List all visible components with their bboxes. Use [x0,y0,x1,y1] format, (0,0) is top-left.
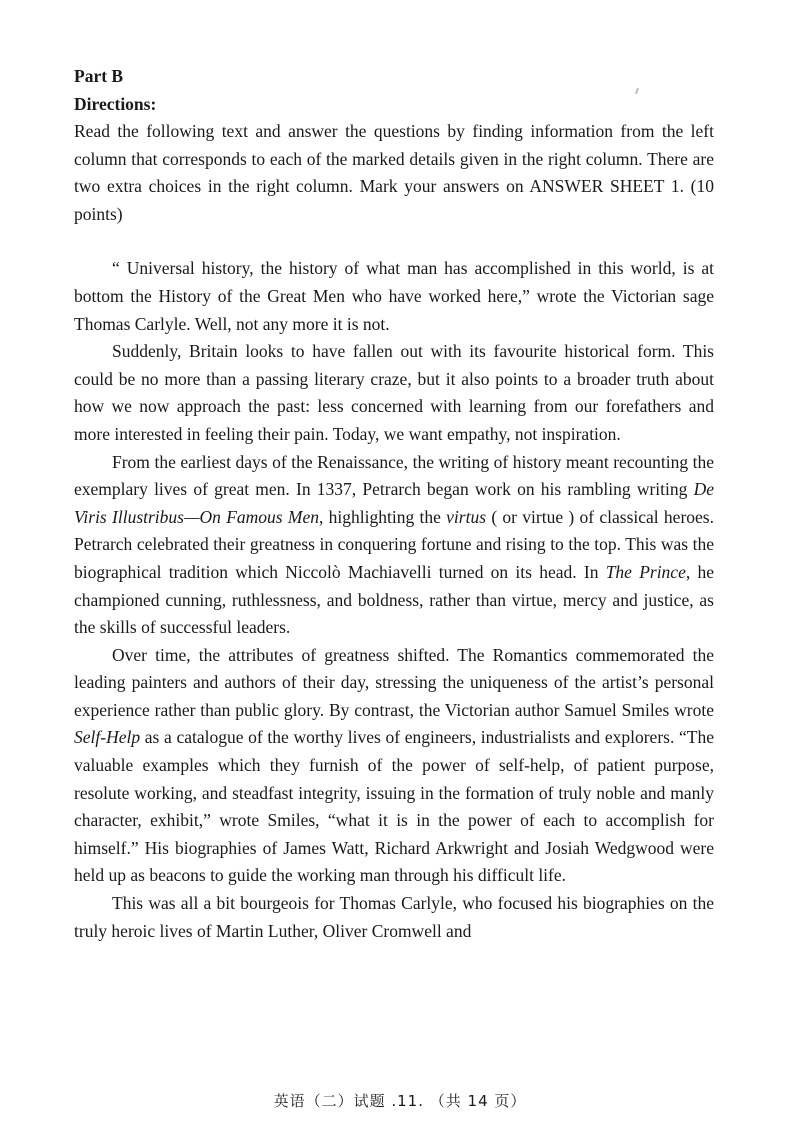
paragraph-3-text-g: , he championed cunning, ruthlessness, and boldness, rather than virtue, mercy and justice, as the skills of successful leaders. [74,561,714,638]
reading-passage [74,255,714,945]
book-title-the-prince: The Prince [605,561,686,582]
paragraph-3-text-a: From the earliest days of the Renaissance, the writing of history meant recounting the exemplary lives of great men. In 1337, Petrarch began work on his rambling writing [74,451,714,500]
paragraph-4-text-c: as a catalogue of the worthy lives of engineers, industrialists and explorers. “The valuable examples which they furnish of the power of self-help, of patient purpose, resolute working, and steadfast integrity, issuing in the formation of truly noble and manly character, exhibit,” wrote Smiles, “what it is in the power of each to accomplish for himself.” His biographies of James Watt, Richard Arkwright and Josiah Wedgwood were held up as beacons to guide the working man through his difficult life. [74,727,714,886]
page-footer: 英语（二）试题 .11. （共 14 页） [273,1092,527,1110]
directions-text: Read the following text and answer the questions by finding information from the left column that corresponds to each of the marked details given in the right column. There are two extra choices in the right column. Mark your answers on ANSWER SHEET 1. (10 points) [74,121,714,224]
paragraph-1: “ Universal history, the history of what man has accomplished in this world, is at bottom the History of the Great Men who have worked here,” wrote the Victorian sage Thomas Carlyle. Well, not any more it is not. [74,258,714,334]
term-virtus: virtus [446,506,487,527]
paragraph-3 [74,449,714,642]
book-title-de-viris: De Viris Illustribus—On Famous Men [74,479,714,527]
book-title-self-help: Self-Help [74,727,141,748]
part-title: Part B [74,66,124,86]
paragraph-5: This was all a bit bourgeois for Thomas Carlyle, who focused his biographies on the truly heroic lives of Martin Luther, Oliver Cromwell and [74,893,714,941]
paragraph-3-text-e: ( or virtue ) of classical heroes. Petrarch celebrated their greatness in conquering fortune and rising to the top. This was the biographical tradition which Niccolò Machiavelli turned on its head. In [74,506,714,582]
exam-page [74,62,714,945]
paragraph-2: Suddenly, Britain looks to have fallen out with its favourite historical form. This could be no more than a passing literary craze, but it also points to a broader truth about how we now approach the past: less concerned with learning from our forefathers and more interested in feeling their pain. Today, we want empathy, not inspiration. [74,341,714,444]
paragraph-4-text-a: Over time, the attributes of greatness shifted. The Romantics commemorated the leading painters and authors of their day, stressing the uniqueness of the artist’s personal experience rather than public glory. By contrast, the Victorian author Samuel Smiles wrote [74,644,714,720]
paragraph-4 [74,642,714,890]
directions-heading: Directions: [74,94,157,114]
paragraph-3-text-c: , highlighting the [318,506,447,527]
